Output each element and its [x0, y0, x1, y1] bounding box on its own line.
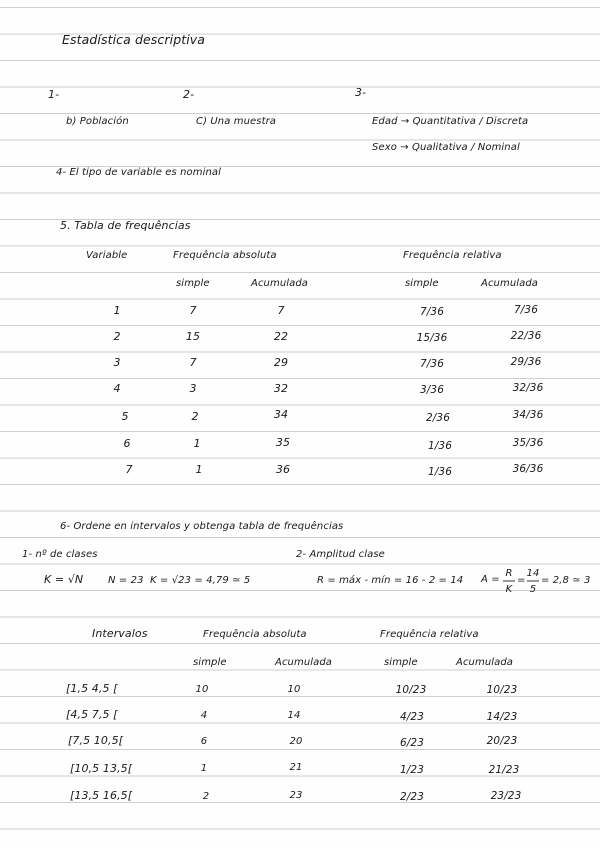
question-number-1: 1-	[48, 88, 60, 101]
t2-abs: 2	[202, 791, 210, 802]
t2-rel: 1/23	[400, 764, 424, 776]
a-result: = 2,8 ≃ 3	[541, 575, 591, 586]
a-label: A =	[481, 574, 500, 585]
table1-header-acum-rel: Acumulada	[481, 278, 539, 289]
answer-1: b) Población	[66, 116, 129, 127]
n-value: N = 23	[108, 575, 144, 586]
t2-interval: [7,5 10,5[	[68, 734, 124, 747]
t1-acum: 32	[273, 382, 289, 395]
t2-acum: 21	[289, 762, 303, 773]
t1-var: 7	[125, 463, 133, 476]
t1-abs: 15	[185, 330, 201, 343]
t2-acum: 23	[289, 790, 303, 801]
t1-racum: 29/36	[510, 356, 542, 368]
t1-abs: 7	[189, 356, 197, 369]
table2-header-acum-rel: Acumulada	[456, 657, 514, 668]
t1-var: 5	[121, 410, 129, 423]
table2-header-rel: Frequência relativa	[380, 629, 479, 640]
t2-interval: [13,5 16,5[	[70, 789, 133, 802]
t1-abs: 2	[191, 410, 199, 423]
table1-title: 5. Tabla de frequências	[60, 219, 191, 232]
a-numerator: R	[505, 568, 513, 579]
t2-racum: 23/23	[490, 790, 522, 802]
t1-abs: 7	[189, 304, 197, 317]
t1-abs: 1	[193, 437, 201, 450]
a-numerator-2: 14	[526, 568, 540, 579]
t1-rel: 1/36	[428, 466, 452, 478]
table1-header-acum: Acumulada	[251, 278, 309, 289]
t1-racum: 32/36	[512, 382, 544, 394]
t2-abs: 10	[195, 684, 209, 695]
t2-interval: [10,5 13,5[	[70, 762, 133, 775]
t2-rel: 10/23	[395, 684, 427, 696]
t2-interval: [4,5 7,5 [	[66, 708, 118, 721]
table1-header-abs: Frequência absoluta	[173, 250, 277, 261]
t2-rel: 2/23	[400, 791, 424, 803]
table2-header-int: Intervalos	[92, 627, 148, 640]
t1-acum: 36	[275, 463, 291, 476]
question-number-3: 3-	[355, 86, 367, 99]
t1-abs: 3	[189, 382, 197, 395]
t1-var: 2	[113, 330, 121, 343]
t1-var: 4	[113, 382, 121, 395]
t1-rel: 15/36	[416, 332, 448, 344]
t1-acum: 22	[273, 330, 289, 343]
answer-3-sexo: Sexo → Qualitativa / Nominal	[372, 142, 520, 153]
t2-racum: 20/23	[486, 735, 518, 747]
t1-racum: 34/36	[512, 409, 544, 421]
t1-racum: 22/36	[510, 330, 542, 342]
t2-abs: 1	[200, 763, 208, 774]
t1-rel: 7/36	[420, 306, 444, 318]
t2-abs: 4	[200, 710, 208, 721]
t1-racum: 7/36	[514, 304, 538, 316]
table2-header-simple-rel: simple	[384, 657, 418, 668]
t2-acum: 14	[287, 710, 301, 721]
t2-acum: 20	[289, 736, 303, 747]
t2-acum: 10	[287, 684, 301, 695]
t1-var: 1	[113, 304, 121, 317]
table2-header-abs: Frequência absoluta	[203, 629, 307, 640]
t2-abs: 6	[200, 736, 208, 747]
a-equals: =	[517, 575, 526, 586]
t1-abs: 1	[195, 463, 203, 476]
r-calc: R = máx - mín = 16 - 2 = 14	[317, 575, 464, 586]
t1-acum: 29	[273, 356, 289, 369]
t1-racum: 35/36	[512, 437, 544, 449]
t1-rel: 7/36	[420, 358, 444, 370]
section6-sub1: 1- nº de clases	[22, 549, 98, 560]
t2-racum: 10/23	[486, 684, 518, 696]
t2-rel: 6/23	[400, 737, 424, 749]
t1-acum: 7	[277, 304, 285, 317]
table2-header-simple: simple	[193, 657, 227, 668]
t1-acum: 34	[273, 408, 289, 421]
t1-rel: 2/36	[426, 412, 450, 424]
table1-header-variable: Variable	[86, 250, 128, 261]
t2-racum: 14/23	[486, 711, 518, 723]
k-calc: K = √23 = 4,79 ≃ 5	[150, 575, 251, 586]
section6-title: 6- Ordene en intervalos y obtenga tabla de frequências	[60, 521, 344, 532]
page-title: Estadística descriptiva	[62, 32, 206, 47]
a-denominator-2: 5	[529, 584, 537, 595]
answer-4: 4- El tipo de variable es nominal	[56, 167, 222, 178]
t2-interval: [1,5 4,5 [	[66, 682, 118, 695]
answer-2: C) Una muestra	[196, 116, 277, 127]
t1-acum: 35	[275, 436, 291, 449]
question-number-2: 2-	[183, 88, 195, 101]
table2-header-acum: Acumulada	[275, 657, 333, 668]
t1-rel: 3/36	[420, 384, 444, 396]
t1-var: 3	[113, 356, 121, 369]
t2-racum: 21/23	[488, 764, 520, 776]
t1-racum: 36/36	[512, 463, 544, 475]
t2-rel: 4/23	[400, 711, 424, 723]
table1-header-simple-rel: simple	[405, 278, 439, 289]
section6-sub2: 2- Amplitud clase	[296, 549, 385, 560]
t1-var: 6	[123, 437, 131, 450]
table1-header-rel: Frequência relativa	[403, 250, 502, 261]
t1-rel: 1/36	[428, 440, 452, 452]
answer-3-edad: Edad → Quantitativa / Discreta	[372, 116, 529, 127]
a-denominator: K	[505, 584, 513, 595]
table1-header-simple: simple	[176, 278, 210, 289]
k-formula: K = √N	[44, 573, 84, 586]
